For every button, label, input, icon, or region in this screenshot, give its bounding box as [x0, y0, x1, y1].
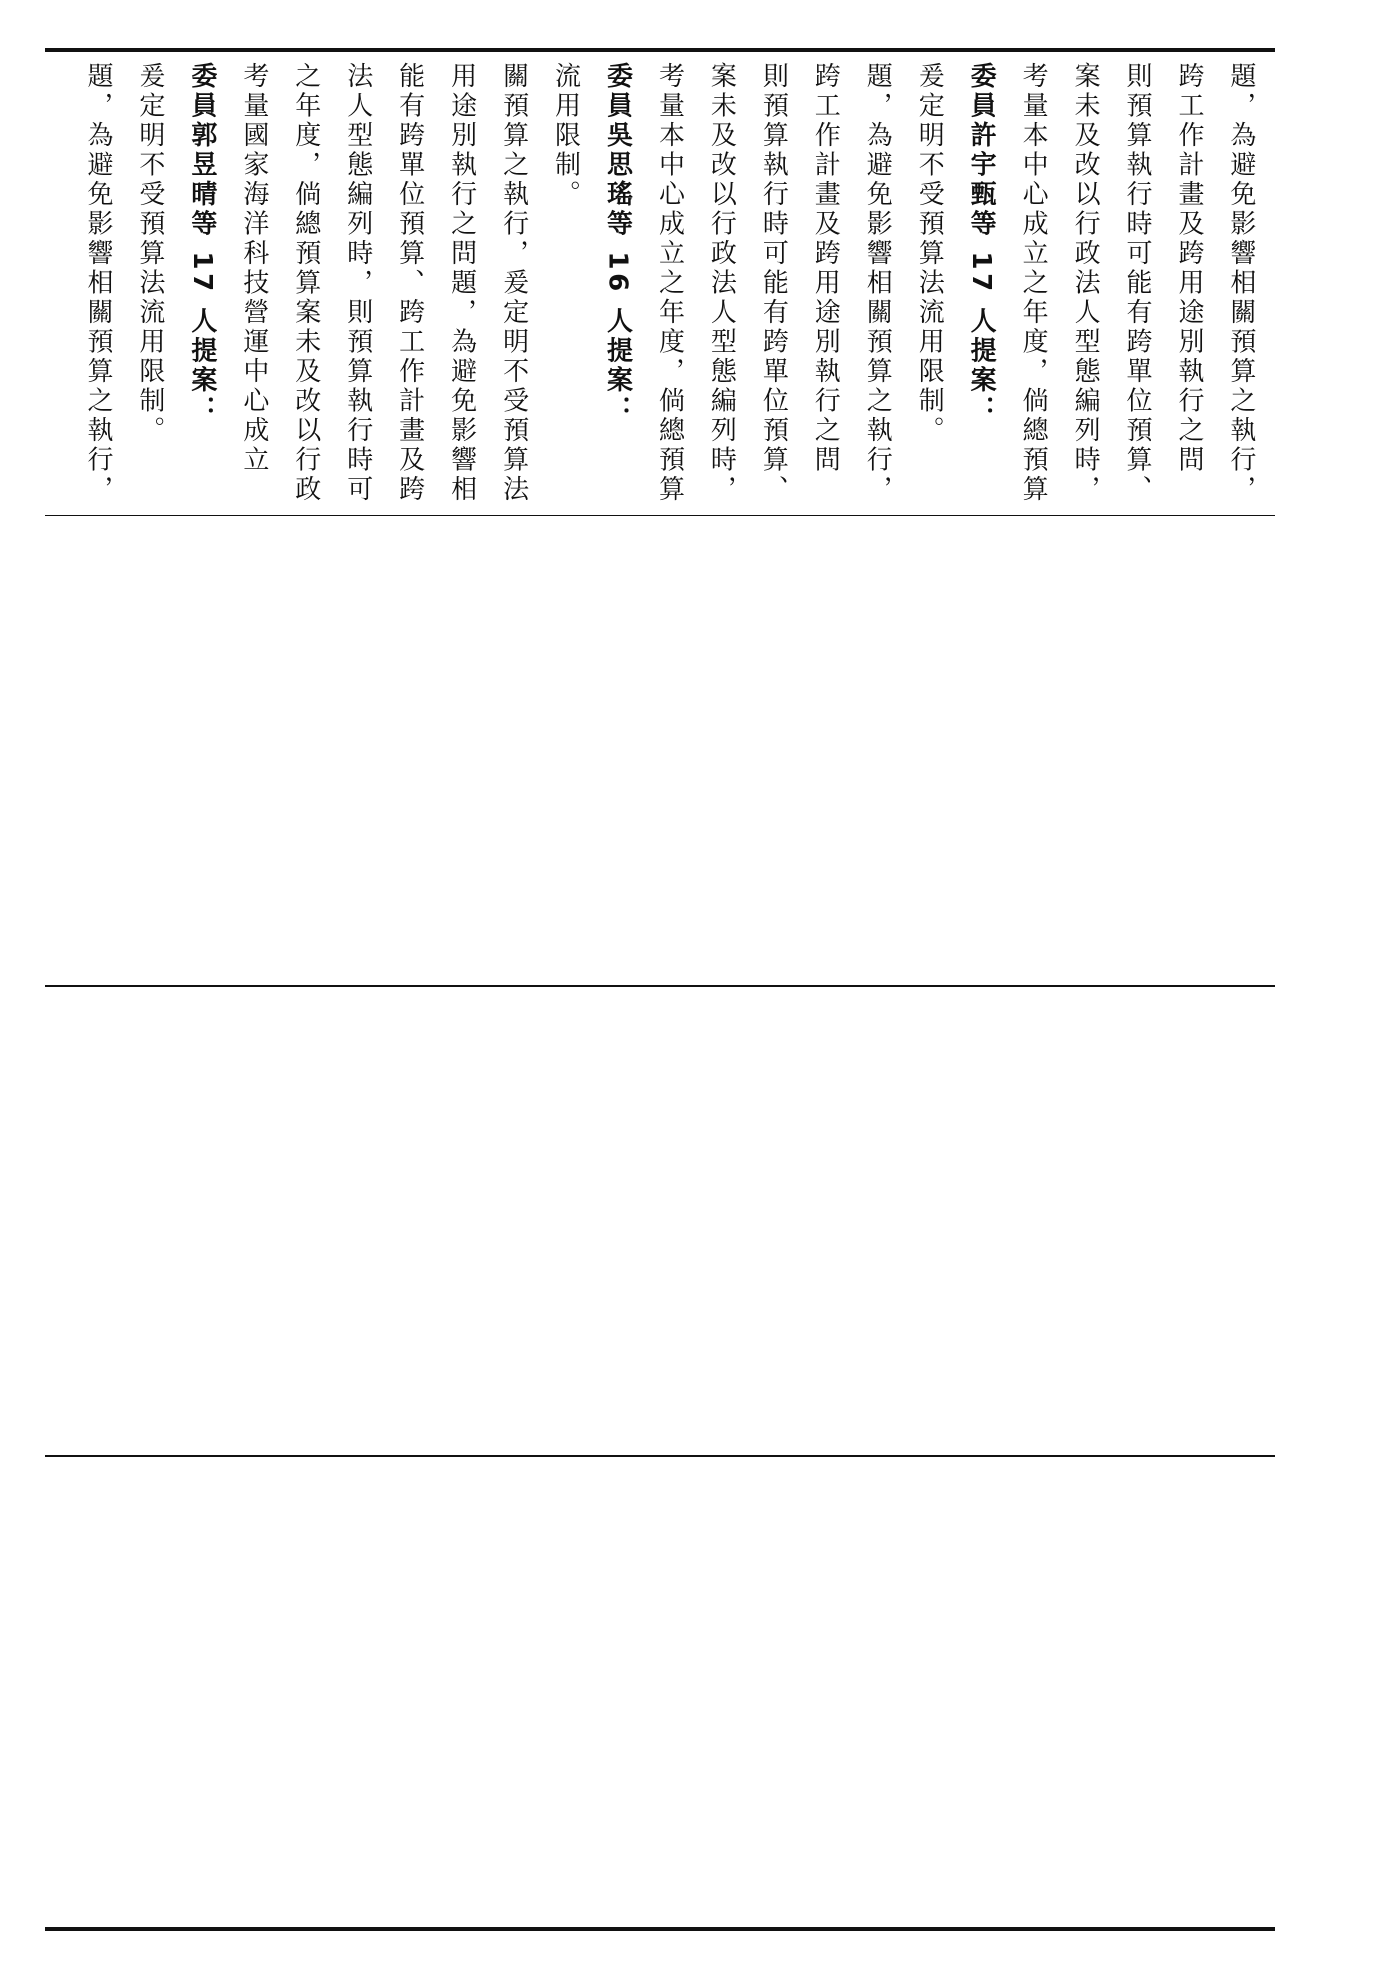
text-line: 跨工作計畫及跨用途別執行之問	[1173, 62, 1204, 475]
top-rule	[45, 48, 1275, 52]
vertical-text-cell	[72, 62, 1267, 510]
text-line: 爰定明不受預算法流用限制。	[914, 62, 945, 446]
text-line: 題，為避免影響相關預算之執行，	[82, 62, 113, 505]
text-line: 用途別執行之問題，為避免影響相	[446, 62, 477, 505]
bottom-rule	[45, 1927, 1275, 1931]
text-line: 關預算之執行，爰定明不受預算法	[498, 62, 529, 505]
text-line: 流用限制。	[550, 62, 581, 210]
text-line: 案未及改以行政法人型態編列時，	[706, 62, 737, 505]
text-line: 考量本中心成立之年度，倘總預算	[1018, 62, 1049, 505]
text-line: 題，為避免影響相關預算之執行，	[1225, 62, 1256, 505]
row-divider-3	[45, 1455, 1275, 1457]
text-line: 爰定明不受預算法流用限制。	[134, 62, 165, 446]
text-line: 案未及改以行政法人型態編列時，	[1070, 62, 1101, 505]
text-line: 考量本中心成立之年度，倘總預算	[654, 62, 685, 505]
text-line: 之年度，倘總預算案未及改以行政	[290, 62, 321, 505]
text-line: 法人型態編列時，則預算執行時可	[342, 62, 373, 505]
text-line: 跨工作計畫及跨用途別執行之問	[810, 62, 841, 475]
text-line: 則預算執行時可能有跨單位預算、	[758, 62, 789, 505]
text-line: 則預算執行時可能有跨單位預算、	[1122, 62, 1153, 505]
proposal-heading: 委員郭昱晴等 17 人提案：	[186, 62, 217, 426]
proposal-heading: 委員許宇甄等 17 人提案：	[966, 62, 997, 426]
text-line: 能有跨單位預算、跨工作計畫及跨	[394, 62, 425, 505]
text-line: 考量國家海洋科技營運中心成立	[238, 62, 269, 475]
proposal-heading: 委員吳思瑤等 16 人提案：	[602, 62, 633, 426]
row-divider-1	[45, 515, 1275, 516]
text-line: 題，為避免影響相關預算之執行，	[862, 62, 893, 505]
row-divider-2	[45, 985, 1275, 987]
